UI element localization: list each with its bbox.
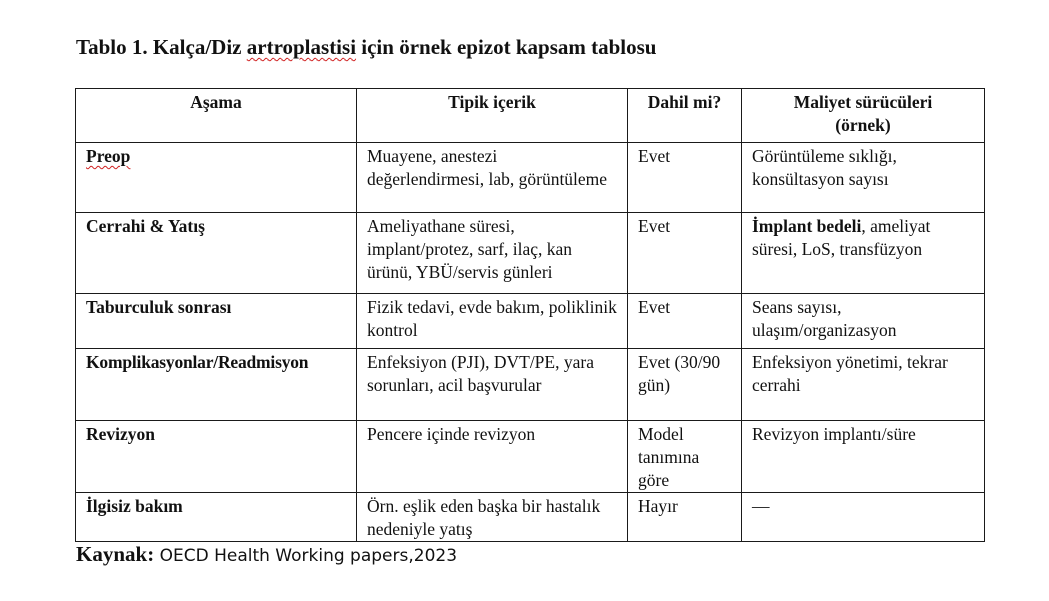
stage-cell: Taburculuk sonrası xyxy=(76,294,357,349)
source-label: Kaynak: xyxy=(76,542,155,566)
caption-prefix: Tablo 1. Kalça/Diz xyxy=(76,35,247,59)
header-cost-drivers xyxy=(742,89,985,143)
stage-cell: Revizyon xyxy=(76,421,357,493)
table-row xyxy=(76,349,985,421)
header-stage: Aşama xyxy=(76,89,357,143)
table-row xyxy=(76,213,985,294)
included-cell: Model tanımına göre xyxy=(628,421,742,493)
header-cost-line2: (örnek) xyxy=(835,115,891,135)
included-cell: Evet xyxy=(628,143,742,213)
content-cell: Ameliyathane süresi, implant/protez, sarf, ilaç, kan ürünü, YBÜ/servis günleri xyxy=(357,213,628,294)
table-row xyxy=(76,421,985,493)
cost-highlight: İmplant bedeli xyxy=(752,216,862,236)
stage-cell: Komplikasyonlar/Readmisyon xyxy=(76,349,357,421)
source-text: OECD Health Working papers,2023 xyxy=(154,546,458,566)
included-cell: Evet xyxy=(628,294,742,349)
episode-scope-table xyxy=(75,88,985,542)
stage-cell: Cerrahi & Yatış xyxy=(76,213,357,294)
header-content: Tipik içerik xyxy=(357,89,628,143)
content-cell: Enfeksiyon (PJI), DVT/PE, yara sorunları, acil başvurular xyxy=(357,349,628,421)
table-caption xyxy=(76,34,656,60)
table-header-row xyxy=(76,89,985,143)
stage-cell: İlgisiz bakım xyxy=(76,493,357,542)
included-cell: Hayır xyxy=(628,493,742,542)
table-row xyxy=(76,143,985,213)
content-cell: Pencere içinde revizyon xyxy=(357,421,628,493)
content-cell: Muayene, anestezi değerlendirmesi, lab, görüntüleme xyxy=(357,143,628,213)
content-cell: Örn. eşlik eden başka bir hastalık nedeniyle yatış xyxy=(357,493,628,542)
header-included: Dahil mi? xyxy=(628,89,742,143)
cost-rest: , ameliyat süresi, LoS, transfüzyon xyxy=(752,216,931,259)
cost-cell: — xyxy=(742,493,985,542)
content-cell: Fizik tedavi, evde bakım, poliklinik kontrol xyxy=(357,294,628,349)
caption-suffix: için örnek epizot kapsam tablosu xyxy=(356,35,657,59)
source-note xyxy=(76,541,457,570)
stage-label: Preop xyxy=(86,146,131,166)
cost-cell: Seans sayısı, ulaşım/organizasyon xyxy=(742,294,985,349)
caption-flagged-word: artroplastisi xyxy=(246,35,357,59)
cost-cell xyxy=(742,213,985,294)
table-row xyxy=(76,493,985,542)
included-cell: Evet (30/90 gün) xyxy=(628,349,742,421)
included-cell: Evet xyxy=(628,213,742,294)
cost-cell: Revizyon implantı/süre xyxy=(742,421,985,493)
cost-cell: Görüntüleme sıklığı, konsültasyon sayısı xyxy=(742,143,985,213)
table-row xyxy=(76,294,985,349)
cost-cell: Enfeksiyon yönetimi, tekrar cerrahi xyxy=(742,349,985,421)
stage-cell xyxy=(76,143,357,213)
header-cost-line1: Maliyet sürücüleri xyxy=(793,92,933,112)
